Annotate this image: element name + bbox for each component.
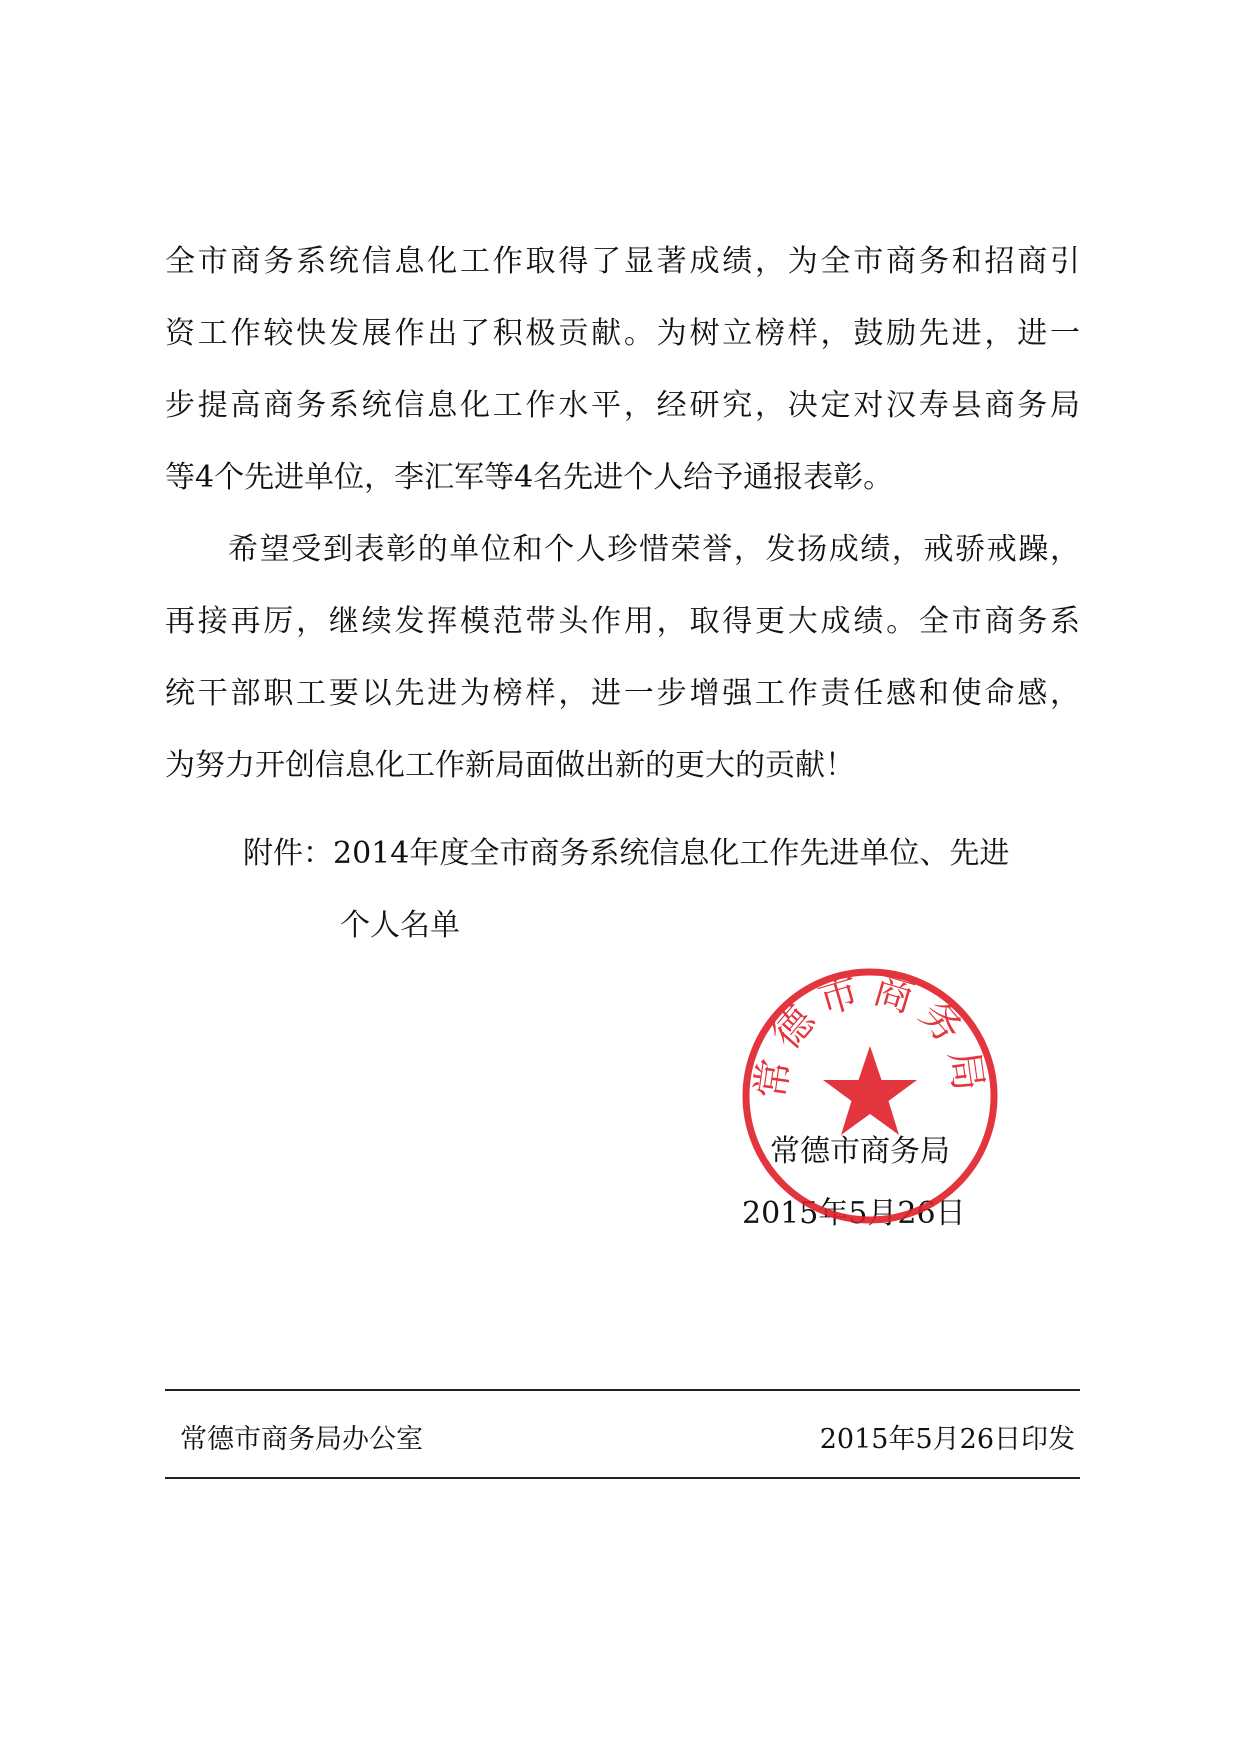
paragraph-1-line-2: 资工作较快发展作出了积极贡献。为树立榜样，鼓励先进，进一 [165, 316, 1080, 351]
footer-bottom-rule [165, 1477, 1080, 1479]
seal-arc-text: 常德市商务局 [747, 966, 993, 1102]
issuer-name: 常德市商务局 [770, 1134, 950, 1169]
paragraph-1-line-3: 步提高商务系统信息化工作水平，经研究，决定对汉寿县商务局 [165, 388, 1080, 423]
paragraph-1-line-4: 等4个先进单位，李汇军等4名先进个人给予通报表彰。 [165, 460, 894, 495]
footer-top-rule [165, 1389, 1080, 1391]
paragraph-2-line-2: 再接再厉，继续发挥模范带头作用，取得更大成绩。全市商务系 [165, 604, 1080, 639]
paragraph-2-line-1: 希望受到表彰的单位和个人珍惜荣誉，发扬成绩，戒骄戒躁， [228, 532, 1080, 567]
paragraph-1-line-1: 全市商务系统信息化工作取得了显著成绩，为全市商务和招商引 [165, 244, 1080, 279]
paragraph-2-line-4: 为努力开创信息化工作新局面做出新的更大的贡献！ [165, 748, 855, 783]
attachment-line-2: 个人名单 [340, 908, 460, 943]
official-seal-stamp [738, 964, 1002, 1228]
seal-star-icon [823, 1046, 917, 1135]
issue-date: 2015年5月26日 [742, 1196, 966, 1231]
attachment-line-1: 附件：2014年度全市商务系统信息化工作先进单位、先进 [243, 836, 1010, 871]
paragraph-2-line-3: 统干部职工要以先进为榜样，进一步增强工作责任感和使命感， [165, 676, 1080, 711]
footer-print-date: 2015年5月26日印发 [819, 1424, 1075, 1455]
footer-issuing-office: 常德市商务局办公室 [180, 1424, 423, 1455]
